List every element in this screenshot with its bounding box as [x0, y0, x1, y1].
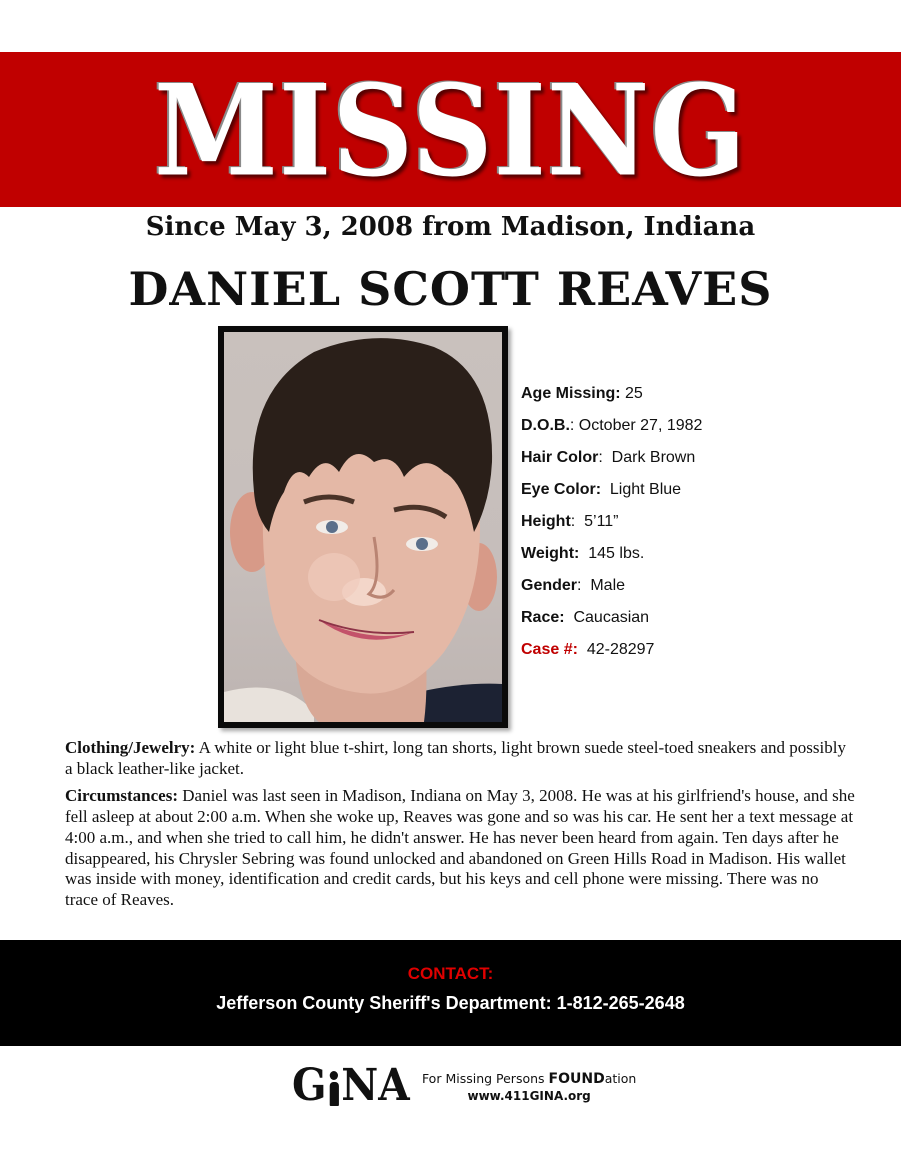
- logo-text: [422, 1070, 636, 1105]
- portrait-illustration-icon: [224, 332, 502, 722]
- clothing-label: Clothing/Jewelry:: [65, 738, 196, 757]
- detail-value: : 5’11”: [570, 513, 619, 530]
- detail-value: : Dark Brown: [598, 449, 696, 466]
- detail-height: [521, 511, 821, 543]
- detail-label: Eye Color:: [521, 481, 602, 498]
- detail-value: 25: [620, 385, 643, 402]
- detail-label: Gender: [521, 577, 578, 594]
- person-name: DANIEL SCOTT REAVES: [128, 262, 773, 316]
- person-photo: [224, 332, 502, 722]
- missing-title: MISSING: [153, 58, 748, 205]
- detail-label: Age Missing:: [521, 385, 621, 402]
- detail-hair-color: [521, 447, 821, 479]
- clothing-text: A white or light blue t-shirt, long tan shorts, light brown suede steel-toed sneakers and possibly a black leather-like jacket.: [65, 738, 846, 778]
- detail-gender: [521, 575, 821, 607]
- detail-value: Caucasian: [564, 609, 650, 626]
- detail-case-number: [521, 639, 821, 671]
- circumstances-text: Daniel was last seen in Madison, Indiana on May 3, 2008. He was at his girlfriend's house, and she fell asleep at about 2:00 a.m. When she woke up, Reaves was gone and so was his car. He sent her a text message at 4:00 a.m., and when she tried to call him, he didn't answer. He has never been heard from again. Ten days after he disappeared, his Chrysler Sebring was found unlocked and abandoned on Green Hills Road in Madison. His wallet was inside with money, identification and credit cards, but his keys and cell phone were missing. There was no trace of Reaves.: [65, 786, 855, 909]
- logo-url: www.411GINA.org: [467, 1088, 591, 1103]
- detail-label: Weight:: [521, 545, 580, 562]
- detail-value: 145 lbs.: [579, 545, 645, 562]
- detail-race: [521, 607, 821, 639]
- detail-label: Height: [521, 513, 571, 530]
- tagline-suffix: ation: [604, 1070, 637, 1086]
- detail-value: 42-28297: [577, 641, 655, 658]
- tagline-prefix: For Missing Persons: [421, 1070, 549, 1086]
- detail-age-missing: [521, 383, 821, 415]
- missing-since-line: Since May 3, 2008 from Madison, Indiana: [145, 212, 756, 242]
- narrative: [65, 738, 855, 918]
- contact-label: CONTACT:: [407, 964, 494, 983]
- logo-tagline: [422, 1070, 636, 1088]
- logo-letters-na: NA: [341, 1060, 410, 1111]
- person-figure-icon: [327, 1070, 340, 1106]
- detail-label: Race:: [521, 609, 565, 626]
- detail-value: Light Blue: [601, 481, 682, 498]
- detail-value: : October 27, 1982: [569, 417, 703, 434]
- detail-label: D.O.B.: [521, 417, 570, 434]
- contact-phone-line: Jefferson County Sheriff's Department: 1-812-265-2648: [216, 993, 685, 1013]
- missing-banner: [0, 52, 901, 207]
- person-details: [521, 383, 821, 671]
- detail-value: : Male: [577, 577, 626, 594]
- gina-logo: [292, 1060, 637, 1111]
- contact-bar: [0, 940, 901, 1046]
- circumstances-paragraph: [65, 786, 855, 910]
- circumstances-label: Circumstances:: [65, 786, 178, 806]
- person-photo-frame: [218, 326, 508, 728]
- detail-dob: [521, 415, 821, 447]
- clothing-paragraph: [65, 738, 855, 779]
- tagline-found: FOUND: [548, 1070, 605, 1087]
- detail-eye-color: [521, 479, 821, 511]
- logo-letter-g: G: [292, 1060, 327, 1111]
- detail-label: Hair Color: [521, 449, 599, 466]
- detail-weight: [521, 543, 821, 575]
- gina-wordmark: [292, 1060, 410, 1111]
- detail-label: Case #:: [521, 641, 578, 658]
